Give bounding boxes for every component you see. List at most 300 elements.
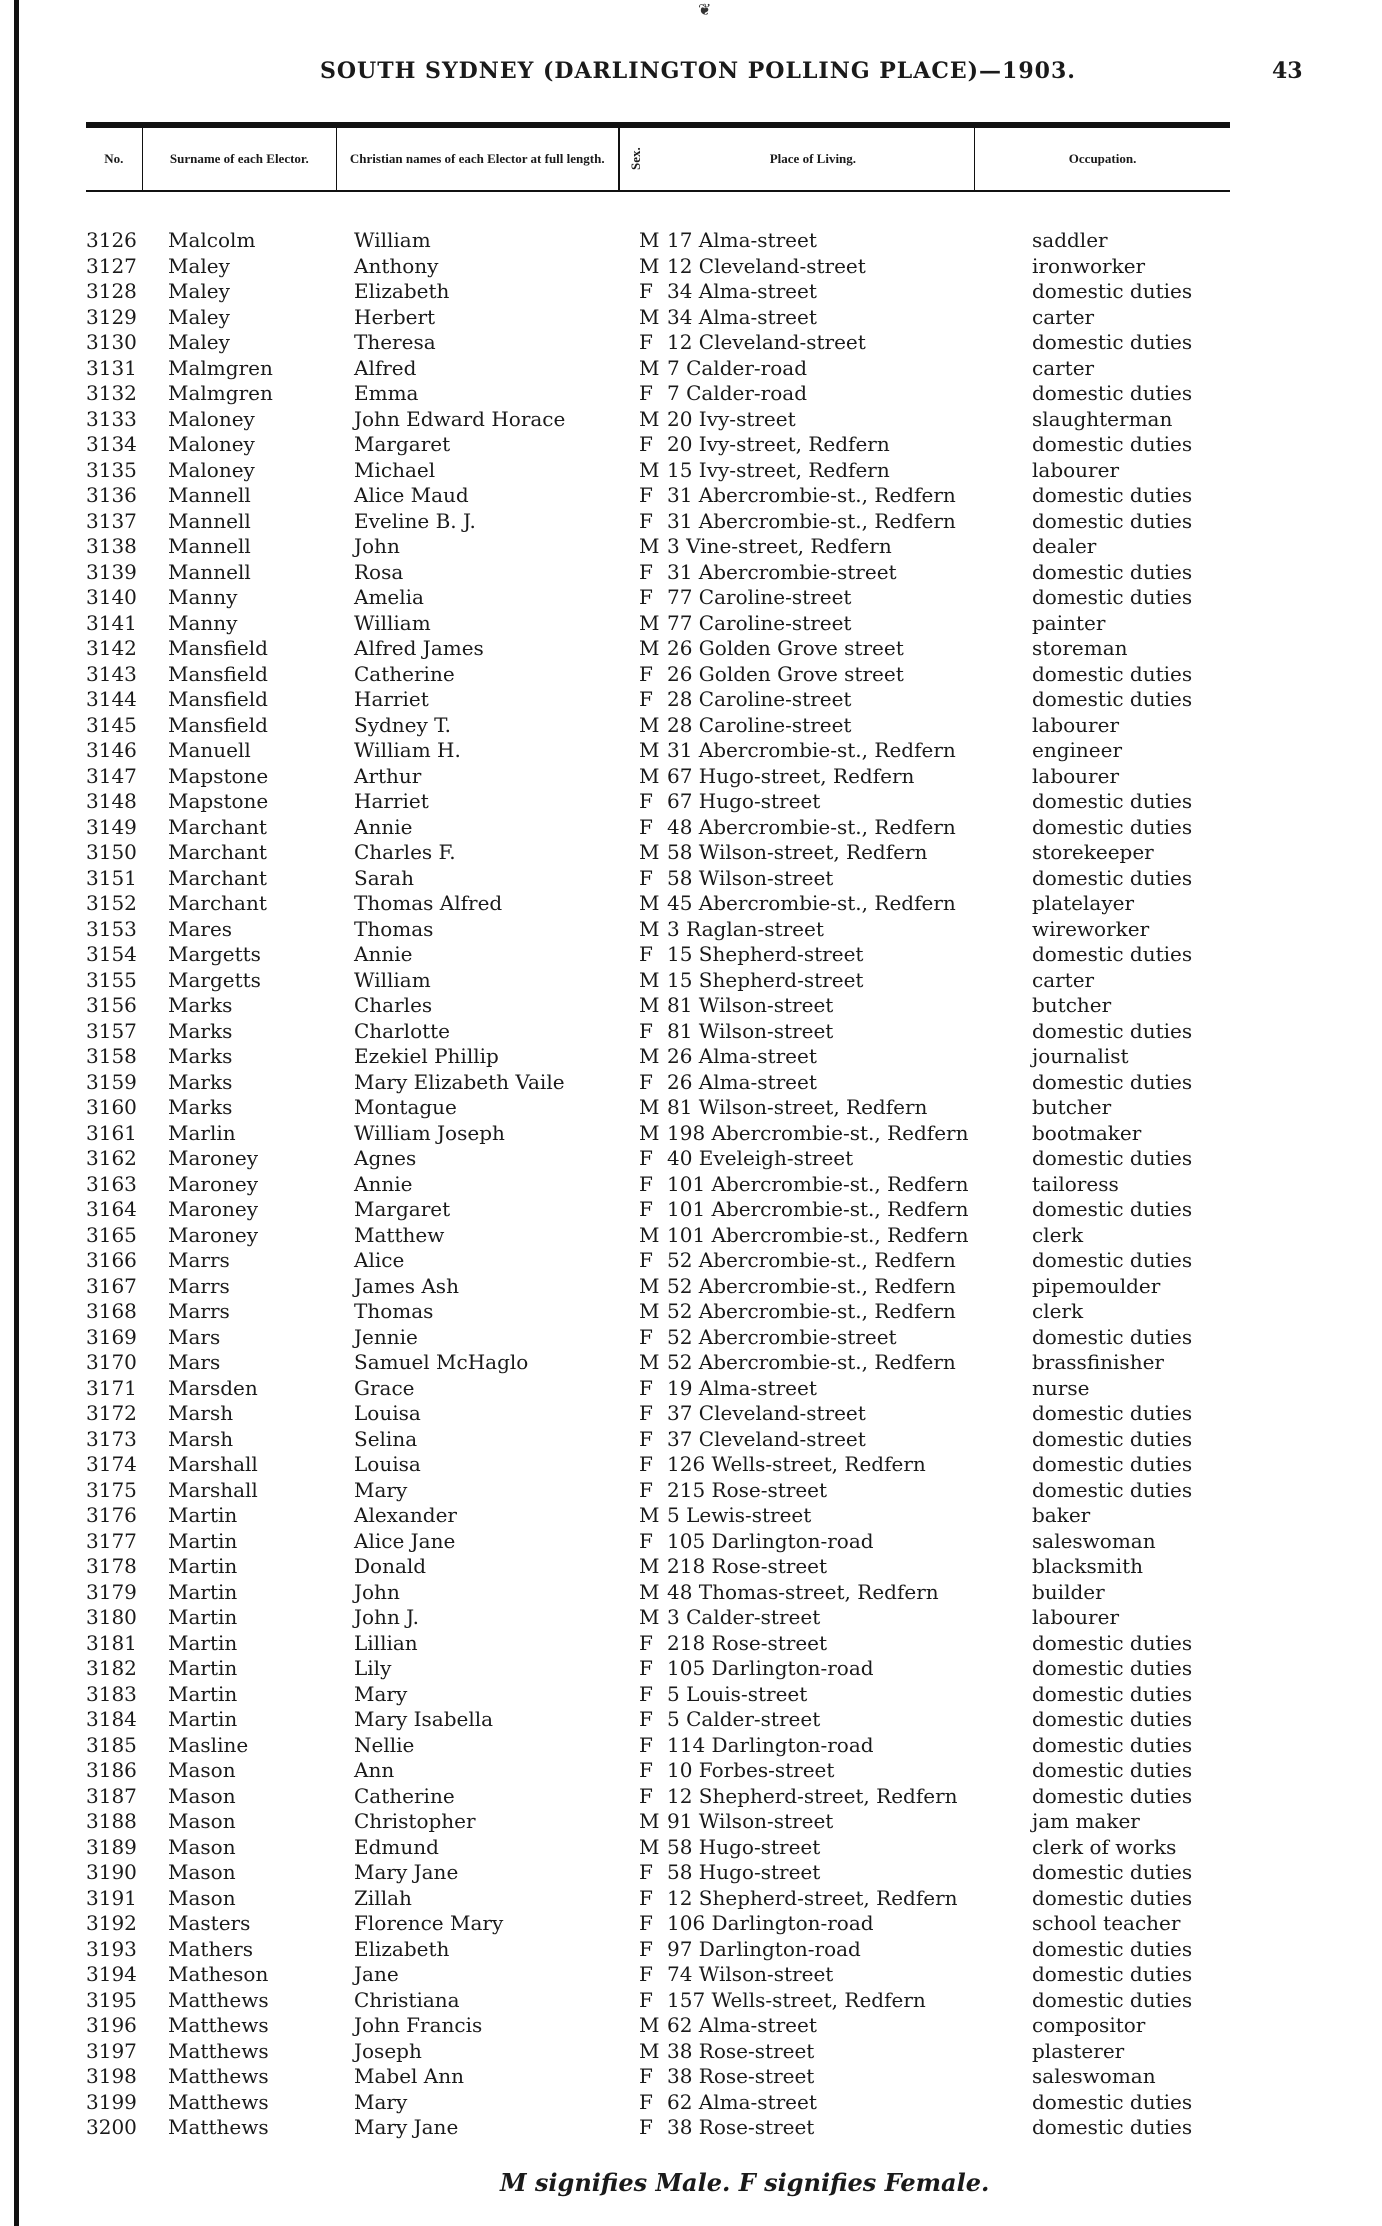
elector-christian-names: Mary — [354, 1681, 408, 1706]
elector-christian-names: Mary Jane — [354, 2115, 459, 2139]
elector-sex: F — [639, 1936, 653, 1961]
elector-christian-names: Samuel McHaglo — [354, 1350, 529, 1374]
elector-number: 3175 — [86, 1477, 137, 1502]
elector-number: 3176 — [86, 1503, 137, 1527]
elector-surname: Maloney — [168, 406, 255, 431]
elector-number: 3148 — [86, 789, 137, 813]
elector-surname: Martin — [168, 1503, 238, 1527]
elector-surname: Mannell — [168, 483, 251, 507]
elector-christian-names: Mabel Ann — [354, 2064, 464, 2088]
elector-christian-names: Thomas — [354, 1299, 434, 1323]
elector-surname: Marks — [168, 1069, 233, 1094]
elector-number: 3170 — [86, 1350, 137, 1374]
table-row — [86, 1962, 1236, 1988]
elector-christian-names: Alfred — [354, 355, 417, 380]
elector-sex: F — [639, 1146, 653, 1170]
elector-sex: M — [639, 738, 660, 762]
elector-number: 3147 — [86, 763, 137, 788]
elector-surname: Masline — [168, 1732, 249, 1757]
table-row — [86, 1656, 1236, 1682]
elector-occupation: domestic duties — [1032, 483, 1193, 507]
elector-surname: Matthews — [168, 2064, 269, 2088]
elector-number: 3155 — [86, 967, 137, 992]
elector-surname: Mannell — [168, 508, 251, 533]
elector-sex: F — [639, 585, 653, 609]
elector-sex: M — [639, 457, 660, 482]
elector-surname: Mason — [168, 1809, 236, 1833]
elector-place: 52 Abercrombie-st., Redfern — [667, 1248, 956, 1272]
elector-number: 3192 — [86, 1911, 137, 1935]
elector-place: 20 Ivy-street, Redfern — [667, 432, 890, 456]
elector-christian-names: Anthony — [354, 253, 439, 278]
table-row — [86, 611, 1236, 637]
elector-surname: Margetts — [168, 942, 261, 966]
elector-place: 81 Wilson-street, Redfern — [667, 1095, 928, 1119]
elector-place: 15 Ivy-street, Redfern — [667, 457, 890, 482]
elector-surname: Mansfield — [168, 687, 268, 711]
elector-place: 48 Abercrombie-st., Redfern — [667, 814, 956, 839]
elector-surname: Martin — [168, 1605, 238, 1629]
elector-christian-names: Michael — [354, 457, 436, 482]
elector-christian-names: Mary — [354, 2089, 408, 2114]
table-row — [86, 1733, 1236, 1759]
table-row — [86, 1325, 1236, 1351]
elector-number: 3130 — [86, 330, 137, 354]
elector-christian-names: Ezekiel Phillip — [354, 1044, 499, 1068]
elector-christian-names: Thomas — [354, 916, 434, 941]
elector-occupation: saleswoman — [1032, 1528, 1156, 1553]
elector-number: 3160 — [86, 1095, 137, 1119]
table-row — [86, 2039, 1236, 2065]
elector-occupation: domestic duties — [1032, 687, 1193, 711]
table-row — [86, 1529, 1236, 1555]
elector-place: 114 Darlington-road — [667, 1732, 874, 1757]
table-row — [86, 1860, 1236, 1886]
elector-place: 52 Abercrombie-street — [667, 1324, 897, 1349]
table-row — [86, 1988, 1236, 2014]
elector-occupation: domestic duties — [1032, 2115, 1193, 2139]
elector-number: 3172 — [86, 1401, 137, 1425]
elector-sex: F — [639, 1171, 653, 1196]
elector-place: 101 Abercrombie-st., Redfern — [667, 1222, 969, 1247]
elector-surname: Maley — [168, 304, 230, 329]
elector-surname: Matheson — [168, 1962, 269, 1986]
elector-number: 3156 — [86, 993, 137, 1017]
elector-occupation: domestic duties — [1032, 1860, 1193, 1884]
table-row — [86, 305, 1236, 331]
elector-occupation: saleswoman — [1032, 2064, 1156, 2088]
elector-surname: Mason — [168, 1860, 236, 1884]
elector-occupation: bootmaker — [1032, 1120, 1142, 1145]
elector-christian-names: Charles F. — [354, 840, 456, 864]
elector-occupation: ironworker — [1032, 253, 1146, 278]
table-row — [86, 279, 1236, 305]
elector-occupation: domestic duties — [1032, 1477, 1193, 1502]
elector-christian-names: Margaret — [354, 1197, 451, 1221]
elector-place: 45 Abercrombie-st., Redfern — [667, 891, 956, 915]
elector-occupation: clerk of works — [1032, 1834, 1177, 1859]
elector-occupation: domestic duties — [1032, 814, 1193, 839]
elector-number: 3173 — [86, 1426, 137, 1451]
elector-place: 58 Hugo-street — [667, 1860, 821, 1884]
elector-surname: Manny — [168, 585, 238, 609]
table-row — [86, 1401, 1236, 1427]
elector-surname: Maroney — [168, 1146, 259, 1170]
elector-occupation: domestic duties — [1032, 942, 1193, 966]
elector-occupation: compositor — [1032, 2013, 1146, 2037]
elector-number: 3168 — [86, 1299, 137, 1323]
elector-christian-names: John J. — [354, 1605, 419, 1629]
elector-sex: M — [639, 2013, 660, 2037]
elector-christian-names: Amelia — [354, 585, 424, 609]
elector-place: 37 Cleveland-street — [667, 1401, 866, 1425]
elector-number: 3181 — [86, 1630, 137, 1655]
elector-place: 38 Rose-street — [667, 2064, 815, 2088]
elector-surname: Maloney — [168, 457, 255, 482]
elector-christian-names: Mary Jane — [354, 1860, 459, 1884]
elector-christian-names: Matthew — [354, 1222, 445, 1247]
elector-sex: F — [639, 1197, 653, 1221]
elector-number: 3128 — [86, 279, 137, 303]
elector-place: 5 Louis-street — [667, 1681, 808, 1706]
table-row — [86, 1758, 1236, 1784]
elector-occupation: labourer — [1032, 712, 1120, 737]
table-row — [86, 1452, 1236, 1478]
table-row — [86, 1911, 1236, 1937]
elector-place: 15 Shepherd-street — [667, 942, 864, 966]
elector-christian-names: William — [354, 967, 431, 992]
elector-surname: Maroney — [168, 1222, 259, 1247]
elector-occupation: domestic duties — [1032, 865, 1193, 890]
elector-christian-names: Theresa — [354, 330, 436, 354]
elector-number: 3145 — [86, 712, 137, 737]
elector-number: 3180 — [86, 1605, 137, 1629]
elector-place: 74 Wilson-street — [667, 1962, 834, 1986]
elector-occupation: carter — [1032, 304, 1095, 329]
column-header-row — [86, 128, 1230, 192]
elector-sex: M — [639, 406, 660, 431]
elector-surname: Marsh — [168, 1426, 234, 1451]
elector-occupation: storekeeper — [1032, 840, 1154, 864]
elector-sex: F — [639, 1962, 653, 1986]
elector-occupation: domestic duties — [1032, 432, 1193, 456]
elector-place: 12 Shepherd-street, Redfern — [667, 1783, 958, 1808]
elector-occupation: domestic duties — [1032, 330, 1193, 354]
elector-place: 52 Abercrombie-st., Redfern — [667, 1299, 956, 1323]
elector-surname: Marks — [168, 1018, 233, 1043]
elector-number: 3134 — [86, 432, 137, 456]
elector-place: 38 Rose-street — [667, 2115, 815, 2139]
elector-sex: F — [639, 1401, 653, 1425]
elector-place: 58 Hugo-street — [667, 1834, 821, 1859]
elector-christian-names: Zillah — [354, 1885, 412, 1910]
col-header-place: Place of Living. — [652, 128, 976, 190]
elector-sex: F — [639, 1528, 653, 1553]
elector-number: 3182 — [86, 1656, 137, 1680]
elector-number: 3138 — [86, 534, 137, 558]
elector-christian-names: Agnes — [354, 1146, 417, 1170]
elector-place: 101 Abercrombie-st., Redfern — [667, 1197, 969, 1221]
table-row — [86, 1886, 1236, 1912]
elector-christian-names: Jane — [354, 1962, 399, 1986]
elector-christian-names: Montague — [354, 1095, 457, 1119]
elector-occupation: baker — [1032, 1503, 1091, 1527]
elector-surname: Malmgren — [168, 355, 273, 380]
elector-surname: Manuell — [168, 738, 251, 762]
table-row — [86, 1274, 1236, 1300]
elector-sex: M — [639, 253, 660, 278]
table-row — [86, 458, 1236, 484]
table-row — [86, 2090, 1236, 2116]
elector-surname: Mathers — [168, 1936, 253, 1961]
elector-sex: F — [639, 661, 653, 686]
elector-number: 3161 — [86, 1120, 137, 1145]
table-row — [86, 254, 1236, 280]
table-row — [86, 1070, 1236, 1096]
table-row — [86, 764, 1236, 790]
elector-number: 3194 — [86, 1962, 137, 1986]
elector-surname: Matthews — [168, 2013, 269, 2037]
elector-sex: F — [639, 1324, 653, 1349]
elector-surname: Mars — [168, 1324, 221, 1349]
elector-surname: Marks — [168, 1044, 233, 1068]
elector-christian-names: Alexander — [354, 1503, 457, 1527]
elector-christian-names: Margaret — [354, 432, 451, 456]
elector-sex: M — [639, 1834, 660, 1859]
elector-christian-names: Mary Isabella — [354, 1707, 494, 1731]
elector-sex: F — [639, 814, 653, 839]
elector-christian-names: John Edward Horace — [354, 406, 566, 431]
elector-surname: Mason — [168, 1834, 236, 1859]
elector-place: 26 Golden Grove street — [667, 661, 904, 686]
table-row — [86, 1223, 1236, 1249]
elector-place: 15 Shepherd-street — [667, 967, 864, 992]
table-row — [86, 1350, 1236, 1376]
elector-occupation: domestic duties — [1032, 1885, 1193, 1910]
table-row — [86, 866, 1236, 892]
elector-surname: Martin — [168, 1630, 238, 1655]
elector-place: 26 Alma-street — [667, 1069, 817, 1094]
elector-occupation: domestic duties — [1032, 1401, 1193, 1425]
table-row — [86, 815, 1236, 841]
elector-christian-names: Louisa — [354, 1401, 421, 1425]
elector-christian-names: Mary — [354, 1477, 408, 1502]
elector-occupation: platelayer — [1032, 891, 1135, 915]
elector-christian-names: Ann — [354, 1758, 395, 1782]
table-row — [86, 1172, 1236, 1198]
elector-number: 3129 — [86, 304, 137, 329]
elector-occupation: brassfinisher — [1032, 1350, 1164, 1374]
elector-number: 3186 — [86, 1758, 137, 1782]
table-row — [86, 1095, 1236, 1121]
table-row — [86, 534, 1236, 560]
elector-number: 3144 — [86, 687, 137, 711]
table-row — [86, 1197, 1236, 1223]
elector-christian-names: Harriet — [354, 687, 429, 711]
table-row — [86, 1044, 1236, 1070]
table-row — [86, 1019, 1236, 1045]
elector-occupation: labourer — [1032, 763, 1120, 788]
elector-number: 3169 — [86, 1324, 137, 1349]
elector-number: 3141 — [86, 610, 137, 635]
elector-number: 3139 — [86, 559, 137, 584]
elector-sex: F — [639, 508, 653, 533]
elector-christian-names: Alice Maud — [354, 483, 469, 507]
elector-surname: Martin — [168, 1554, 238, 1578]
elector-number: 3149 — [86, 814, 137, 839]
elector-occupation: domestic duties — [1032, 1248, 1193, 1272]
elector-place: 77 Caroline-street — [667, 610, 852, 635]
elector-occupation: builder — [1032, 1579, 1105, 1604]
elector-place: 37 Cleveland-street — [667, 1426, 866, 1451]
elector-occupation: domestic duties — [1032, 559, 1193, 584]
elector-surname: Masters — [168, 1911, 251, 1935]
table-row — [86, 560, 1236, 586]
elector-surname: Martin — [168, 1528, 238, 1553]
elector-surname: Marsh — [168, 1401, 234, 1425]
table-row — [86, 381, 1236, 407]
elector-number: 3174 — [86, 1452, 137, 1476]
elector-surname: Marchant — [168, 891, 267, 915]
elector-occupation: domestic duties — [1032, 789, 1193, 813]
table-row — [86, 2064, 1236, 2090]
elector-christian-names: Sydney T. — [354, 712, 451, 737]
elector-sex: F — [639, 1681, 653, 1706]
elector-sex: F — [639, 1375, 653, 1400]
elector-occupation: carter — [1032, 967, 1095, 992]
elector-place: 48 Thomas-street, Redfern — [667, 1579, 939, 1604]
elector-number: 3189 — [86, 1834, 137, 1859]
elector-sex: M — [639, 1222, 660, 1247]
elector-surname: Martin — [168, 1579, 238, 1604]
elector-surname: Marsden — [168, 1375, 258, 1400]
elector-sex: F — [639, 789, 653, 813]
elector-place: 17 Alma-street — [667, 228, 817, 252]
elector-sex: F — [639, 1477, 653, 1502]
elector-occupation: domestic duties — [1032, 1426, 1193, 1451]
col-header-occupation: Occupation. — [1068, 151, 1137, 167]
page-title: SOUTH SYDNEY (DARLINGTON POLLING PLACE)—1903. — [320, 58, 1076, 84]
elector-surname: Mars — [168, 1350, 221, 1374]
elector-christian-names: John — [354, 1579, 400, 1604]
elector-surname: Martin — [168, 1707, 238, 1731]
elector-number: 3165 — [86, 1222, 137, 1247]
elector-surname: Maley — [168, 253, 230, 278]
elector-place: 215 Rose-street — [667, 1477, 828, 1502]
elector-christian-names: Thomas Alfred — [354, 891, 503, 915]
elector-sex: F — [639, 1069, 653, 1094]
elector-surname: Mapstone — [168, 789, 269, 813]
elector-occupation: slaughterman — [1032, 406, 1173, 431]
elector-occupation: domestic duties — [1032, 381, 1193, 405]
ornament-icon: ❦ — [698, 0, 712, 19]
elector-christian-names: James Ash — [354, 1273, 459, 1298]
elector-place: 31 Abercrombie-st., Redfern — [667, 483, 956, 507]
elector-sex: F — [639, 330, 653, 354]
table-row — [86, 483, 1236, 509]
table-row — [86, 993, 1236, 1019]
elector-number: 3190 — [86, 1860, 137, 1884]
table-row — [86, 942, 1236, 968]
elector-christian-names: Annie — [354, 942, 413, 966]
elector-christian-names: Elizabeth — [354, 279, 450, 303]
elector-number: 3183 — [86, 1681, 137, 1706]
elector-place: 157 Wells-street, Redfern — [667, 1987, 926, 2012]
elector-occupation: plasterer — [1032, 2038, 1125, 2063]
elector-place: 26 Alma-street — [667, 1044, 817, 1068]
elector-christian-names: Lillian — [354, 1630, 418, 1655]
elector-occupation: domestic duties — [1032, 1707, 1193, 1731]
table-row — [86, 1427, 1236, 1453]
table-row — [86, 713, 1236, 739]
elector-number: 3131 — [86, 355, 137, 380]
elector-sex: M — [639, 763, 660, 788]
elector-sex: M — [639, 304, 660, 329]
table-row — [86, 738, 1236, 764]
elector-christian-names: Mary Elizabeth Vaile — [354, 1069, 565, 1094]
elector-number: 3126 — [86, 228, 137, 252]
elector-place: 77 Caroline-street — [667, 585, 852, 609]
table-row — [86, 2115, 1236, 2141]
elector-number: 3187 — [86, 1783, 137, 1808]
elector-surname: Marchant — [168, 840, 267, 864]
elector-occupation: tailoress — [1032, 1171, 1119, 1196]
elector-occupation: butcher — [1032, 1095, 1112, 1119]
elector-number: 3179 — [86, 1579, 137, 1604]
elector-number: 3146 — [86, 738, 137, 762]
elector-christian-names: Rosa — [354, 559, 404, 584]
elector-number: 3142 — [86, 636, 137, 660]
elector-occupation: domestic duties — [1032, 585, 1193, 609]
elector-occupation: domestic duties — [1032, 1630, 1193, 1655]
elector-christian-names: Selina — [354, 1426, 418, 1451]
elector-christian-names: Herbert — [354, 304, 436, 329]
elector-occupation: butcher — [1032, 993, 1112, 1017]
table-row — [86, 228, 1236, 254]
elector-occupation: wireworker — [1032, 916, 1150, 941]
elector-occupation: painter — [1032, 610, 1106, 635]
elector-christian-names: Christopher — [354, 1809, 476, 1833]
elector-sex: M — [639, 1350, 660, 1374]
elector-place: 10 Forbes-street — [667, 1758, 835, 1782]
elector-christian-names: Grace — [354, 1375, 415, 1400]
elector-number: 3171 — [86, 1375, 137, 1400]
elector-sex: F — [639, 1732, 653, 1757]
elector-surname: Marchant — [168, 814, 267, 839]
table-row — [86, 1937, 1236, 1963]
elector-christian-names: William H. — [354, 738, 461, 762]
elector-sex: M — [639, 1554, 660, 1578]
table-row — [86, 662, 1236, 688]
elector-christian-names: Arthur — [354, 763, 422, 788]
elector-place: 58 Wilson-street — [667, 865, 834, 890]
elector-christian-names: Catherine — [354, 1783, 455, 1808]
table-row — [86, 917, 1236, 943]
elector-sex: M — [639, 1044, 660, 1068]
elector-place: 52 Abercrombie-st., Redfern — [667, 1350, 956, 1374]
elector-sex: M — [639, 916, 660, 941]
elector-sex: M — [639, 712, 660, 737]
elector-number: 3143 — [86, 661, 137, 686]
elector-surname: Marrs — [168, 1248, 230, 1272]
elector-sex: F — [639, 1987, 653, 2012]
elector-place: 81 Wilson-street — [667, 1018, 834, 1043]
elector-place: 5 Lewis-street — [667, 1503, 812, 1527]
sex-legend: M signifies Male. F signifies Female. — [500, 2168, 990, 2197]
elector-sex: M — [639, 2038, 660, 2063]
elector-sex: F — [639, 1860, 653, 1884]
elector-christian-names: Lily — [354, 1656, 392, 1680]
